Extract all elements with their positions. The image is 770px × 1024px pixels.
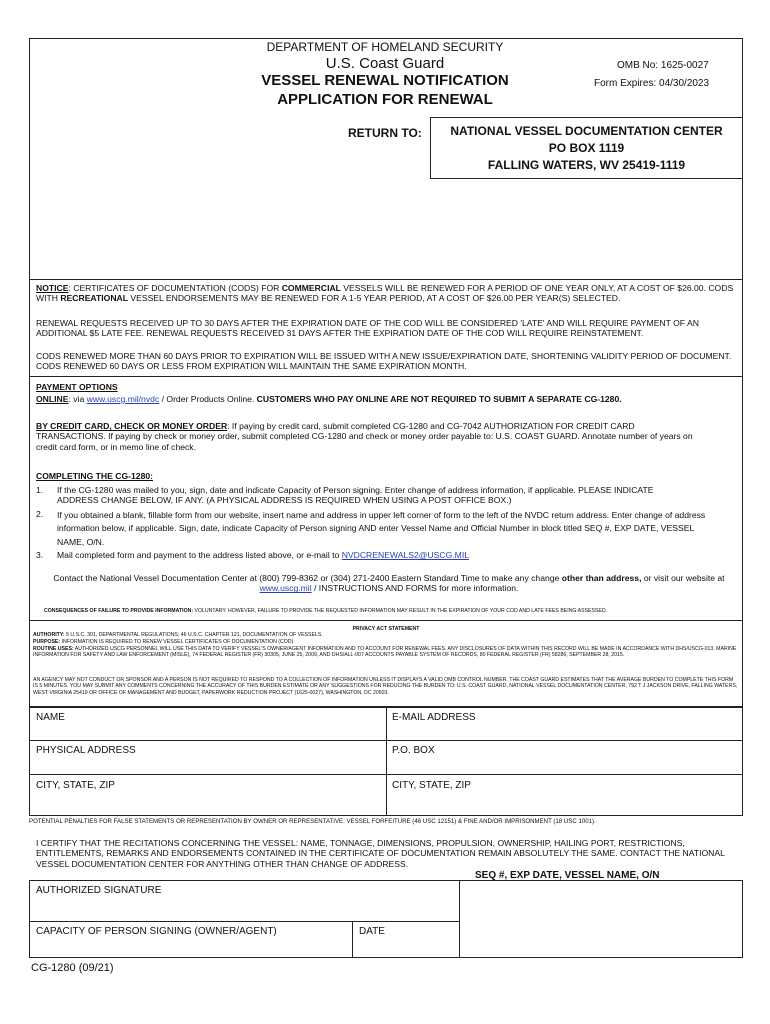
penalties-statement: POTENTIAL PENALTIES FOR FALSE STATEMENTS OR REPRESENTATION BY OWNER OR REPRESENTATIVE: VESSEL FORFEITURE (46 USC 12151) & FINE AND/OR IMPRISONMENT (18 USC 1001). (29, 818, 596, 825)
signature-grid-date-divider (352, 921, 353, 958)
notice-paragraph-3: CODS RENEWED MORE THAN 60 DAYS PRIOR TO EXPIRATION WILL BE ISSUED WITH A NEW ISSUE/EXPIRATION DATE, SHORTENING VALIDITY PERIOD OF DOCUMENT. CODS RENEWED 60 DAYS OR LESS FROM EXPIRATION WILL MAINTAIN THE SAME EXPIRATION MONTH. (36, 351, 732, 372)
burden-statement: AN AGENCY MAY NOT CONDUCT OR SPONSOR AND A PERSON IS NOT REQUIRED TO RESPOND TO A COLLECTION OF INFORMATION UNLESS IT DISPLAYS A VALID OMB CONTROL NUMBER. THE COAST GUARD ESTIMATES THAT THE AVERAGE BURDEN TO COMPLETE THIS FORM IS 5 MINUTES. YOU MAY SUBMIT ANY COMMENTS CONCERNING THE ACCURACY OF THIS BURDEN ESTIMATE OR ANY SUGGESTIONS FOR REDUCING THE BURDEN TO: U.S. COAST GUARD, NATIONAL VESSEL DOCUMENTATION CENTER, 792 T J JACKSON DRIVE, FALLING WATERS, WEST VIRGINIA 25419 OR OFFICE OF MANAGEMENT AND BUDGET, PAPERWORK REDUCTION PROJECT (1625-0027), WASHINGTON, DC 20503. (33, 677, 738, 696)
city-state-zip-field-right[interactable]: CITY, STATE, ZIP (392, 780, 471, 791)
notice-divider (29, 376, 743, 377)
signature-grid-row-line (29, 921, 459, 922)
completing-item-2: If you obtained a blank, fillable form from our website, insert name and address in upper left corner of form to the left of the NVDC return address. Enter change of address information below, if applicable. Sign, date, indicate Capacity of Person signing AND enter Vessel Name and Official Number in block titled SEQ #, EXP DATE, VESSEL NAME, O/N. (57, 510, 706, 547)
consequences-statement: CONSEQUENCES OF FAILURE TO PROVIDE INFORMATION: VOLUNTARY. HOWEVER, FAILURE TO PROVIDE THE REQUESTED INFORMATION MAY RESULT IN THE EXPIRATION OF YOUR COD AND LATE FEES BEING ASSESSED. (44, 608, 608, 614)
seq-exp-vessel-label: SEQ #, EXP DATE, VESSEL NAME, O/N (475, 870, 660, 881)
vessel-info-field[interactable] (462, 883, 740, 955)
nvdc-website-link[interactable]: www.uscg.mil/nvdc (86, 394, 160, 404)
omb-number: OMB No: 1625-0027 (617, 60, 709, 71)
payment-online: ONLINE: via www.uscg.mil/nvdc / Order Products Online. CUSTOMERS WHO PAY ONLINE ARE NOT REQUIRED TO SUBMIT A SEPARATE CG-1280. (36, 394, 622, 404)
certification-statement: I CERTIFY THAT THE RECITATIONS CONCERNING THE VESSEL: NAME, TONNAGE, DIMENSIONS, PROPULSION, OWNERSHIP, HAILING PORT, RESTRICTIONS, ENTITLEMENTS, REMARKS AND ENDORSEMENTS CONTAINED IN THE CERTIFICATE OF DOCUMENTATION REMAIN ABSOLUTELY THE SAME. CONTACT THE NATIONAL VESSEL DOCUMENTATION CENTER FOR ANYTHING OTHER THAN CHANGE OF ADDRESS. (36, 838, 725, 869)
name-field[interactable]: NAME (36, 712, 65, 723)
notice-label: NOTICE (36, 283, 69, 293)
return-address-line2: PO BOX 1119 (548, 141, 625, 155)
address-grid-row-line-1 (29, 740, 743, 741)
authorized-signature-field[interactable]: AUTHORIZED SIGNATURE (36, 885, 162, 896)
payment-options-heading: PAYMENT OPTIONS (36, 382, 118, 392)
form-title-line1: VESSEL RENEWAL NOTIFICATION (261, 72, 509, 89)
privacy-heading: PRIVACY ACT STATEMENT (352, 626, 420, 632)
consequences-divider (29, 620, 743, 621)
agency-heading: U.S. Coast Guard (325, 55, 445, 72)
completing-item-num-1: 1. (36, 485, 44, 495)
address-grid-row-line-2 (29, 774, 743, 775)
notice-paragraph-1: NOTICE: CERTIFICATES OF DOCUMENTATION (CODS) FOR COMMERCIAL VESSELS WILL BE RENEWED FOR A PERIOD OF ONE YEAR ONLY, AT A COST OF $26.00. CODS WITH RECREATIONAL VESSEL ENDORSEMENTS MAY BE RENEWED FOR A 1-5 YEAR PERIOD, AT A COST OF $26.00 PER YEAR(S) SELECTED. (36, 283, 734, 304)
privacy-authority: AUTHORITY: 5 U.S.C. 301, DEPARTMENTAL REGULATIONS; 46 U.S.C. CHAPTER 121, DOCUMENTATION OF VESSELS. (33, 632, 323, 638)
completing-item-num-2: 2. (36, 509, 44, 519)
department-heading: DEPARTMENT OF HOMELAND SECURITY (266, 40, 504, 54)
completing-heading: COMPLETING THE CG-1280: (36, 471, 153, 481)
form-number: CG-1280 (09/21) (31, 962, 114, 974)
signature-grid-right-divider (459, 880, 460, 958)
renewals-email-link[interactable]: NVDCRENEWALS2@USCG.MIL (341, 550, 470, 560)
privacy-routine-uses: ROUTINE USES: AUTHORIZED USCG PERSONNEL WILL USE THIS DATA TO VERIFY VESSEL'S OWNER/AGENT INFORMATION AND TO ACCOUNT FOR RENEWAL FEES. ANY DISCLOSURES OF DATA WITHIN THIS RECORD WILL BE MADE IN ACCORDANCE WITH DHS/USCG-013, MARINE INFORMATION FOR SAFETY AND LAW ENFORCEMENT (MISLE), 74 FEDERAL REGISTER (FR) 30305, JUNE 25, 2009, AND DHS/ALL-007 ACCOUNTS PAYABLE SYSTEM OF RECORDS, 80 FEDERAL REGISTER (FR) 58286, SEPTEMBER 28, 2015. (33, 646, 737, 659)
date-field[interactable]: DATE (359, 926, 385, 937)
email-field[interactable]: E-MAIL ADDRESS (392, 712, 476, 723)
address-area-divider (29, 279, 743, 280)
address-grid-center-line (386, 707, 387, 816)
return-address-line1: NATIONAL VESSEL DOCUMENTATION CENTER (450, 124, 723, 138)
form-expires: Form Expires: 04/30/2023 (594, 78, 710, 89)
contact-paragraph: Contact the National Vessel Documentation Center at (800) 799-8362 or (304) 271-2400 Eastern Standard Time to make any change other than address, or visit our website at www.uscg.mil / INSTRUCTIONS AND FORMS for more information. (53, 573, 725, 594)
physical-address-field[interactable]: PHYSICAL ADDRESS (36, 745, 136, 756)
form-title-line2: APPLICATION FOR RENEWAL (277, 91, 493, 108)
payment-credit-card: BY CREDIT CARD, CHECK OR MONEY ORDER: If paying by credit card, submit completed CG-1280 and CG-7042 AUTHORIZATION FOR CREDIT CARD TRANSACTIONS. If paying by check or money order, submit completed CG-1280 and check or money order payable to: U.S. COAST GUARD. Annotate number of years on credit card form, or in memo line of check. (36, 421, 693, 452)
return-to-label: RETURN TO: (348, 126, 422, 140)
notice-paragraph-2: RENEWAL REQUESTS RECEIVED UP TO 30 DAYS AFTER THE EXPIRATION DATE OF THE COD WILL BE CONSIDERED 'LATE' AND WILL REQUIRE PAYMENT OF AN ADDITIONAL $5 LATE FEE. RENEWAL REQUESTS RECEIVED 31 DAYS AFTER THE EXPIRATION DATE OF THE COD WILL REQUIRE REINSTATEMENT. (36, 318, 699, 339)
return-address-line3: FALLING WATERS, WV 25419-1119 (487, 158, 686, 172)
completing-item-1: If the CG-1280 was mailed to you, sign, date and indicate Capacity of Person signing. Enter change of address information, if applicable. PLEASE INDICATE ADDRESS CHANGE BELOW, IF ANY. (A PHYSICAL ADDRESS IS REQUIRED WHEN USING A POST OFFICE BOX.) (57, 485, 654, 506)
uscg-website-link[interactable]: www.uscg.mil (259, 583, 312, 594)
po-box-field[interactable]: P.O. BOX (392, 745, 435, 756)
completing-item-3: Mail completed form and payment to the address listed above, or e-mail to NVDCRENEWALS2@USCG.MIL (57, 550, 470, 560)
completing-item-num-3: 3. (36, 550, 44, 560)
city-state-zip-field-left[interactable]: CITY, STATE, ZIP (36, 780, 115, 791)
capacity-of-signer-field[interactable]: CAPACITY OF PERSON SIGNING (OWNER/AGENT) (36, 926, 277, 937)
privacy-purpose: PURPOSE: INFORMATION IS REQUIRED TO RENEW VESSEL CERTIFICATES OF DOCUMENTATION (COD). (33, 639, 295, 645)
